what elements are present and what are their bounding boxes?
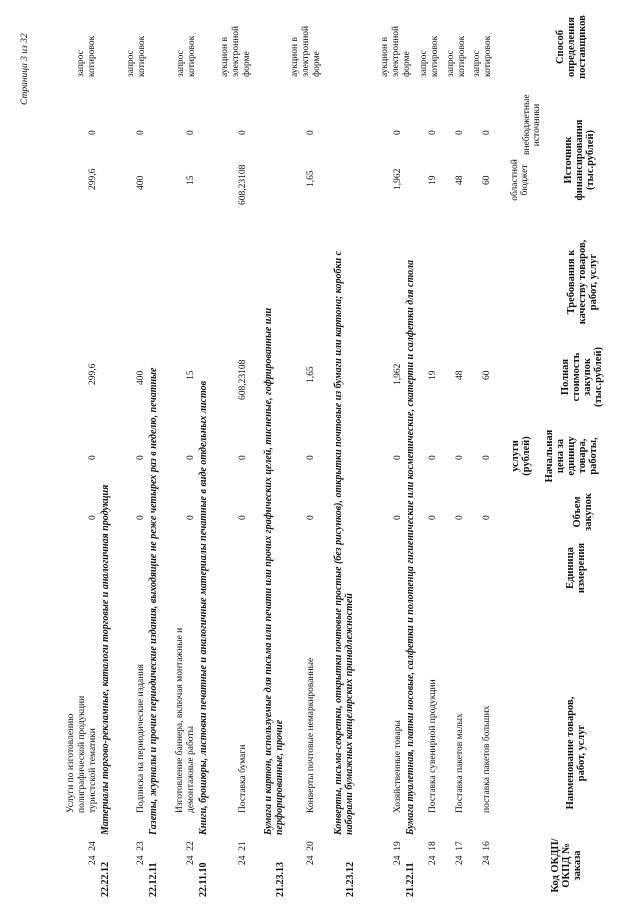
row-18-full: 19	[428, 370, 438, 380]
header-price: Начальная цена за единицу товара, работы,	[544, 429, 599, 483]
row-24-price: 0	[88, 455, 98, 460]
row-22-full: 15	[186, 370, 196, 380]
row-16-volume: 0	[482, 515, 492, 520]
row-23-method: запрос котировок	[126, 35, 147, 77]
row-20-extra: 0	[306, 130, 316, 135]
row-22-budget: 15	[186, 175, 196, 185]
row-17-budget: 48	[455, 175, 465, 185]
row-21-code: 24 21	[238, 841, 248, 865]
row-20-budget: 1,65	[306, 170, 316, 187]
header-extra: внебюджетные источники	[522, 94, 542, 155]
row-19-full: 1,962	[393, 363, 403, 385]
row-16-method: запрос котировок	[472, 35, 493, 77]
row-19-price: 0	[393, 455, 403, 460]
row-21-extra: 0	[238, 130, 248, 135]
group-6-title: Материалы торгово-рекламные, каталоги торговые и аналогичная продукция	[100, 484, 111, 835]
group-5-code: 22.12.11	[148, 862, 159, 897]
row-23-name: Подписка на периодические издания	[136, 664, 146, 813]
row-19-name: Хозяйственные товары	[393, 720, 403, 813]
row-21-volume: 0	[238, 515, 248, 520]
header-source: Источник финансирования (тыс.рублей)	[563, 119, 596, 201]
group-3-title: Бумага и картон, используемые для письма или печати или прочих графических целей, тисненые, гофрированные или перфорированные, прочие	[263, 307, 285, 835]
row-20-method: аукцион в электронной форме	[290, 25, 322, 77]
row-23-price: 0	[136, 455, 146, 460]
row-22-code: 24 22	[186, 841, 196, 865]
row-23-full: 400	[136, 370, 146, 385]
row-20-price: 0	[306, 455, 316, 460]
row-18-method: запрос котировок	[419, 35, 440, 77]
row-22-name: Изготовление баннера, включая монтажные и демонтажные работы	[175, 627, 196, 813]
header-price-2: услуги (рублей)	[510, 436, 532, 476]
row-17-code: 24 17	[455, 841, 465, 865]
row-16-full: 60	[482, 370, 492, 380]
header-unit: Единица измерения	[565, 542, 587, 594]
row-22-volume: 0	[186, 515, 196, 520]
row-20-volume: 0	[306, 515, 316, 520]
header-name: Наименование товаров, работ, услуг	[565, 696, 587, 810]
group-3-code: 21.23.13	[275, 862, 286, 897]
row-19-extra: 0	[393, 130, 403, 135]
row-22-extra: 0	[186, 130, 196, 135]
row-17-volume: 0	[455, 515, 465, 520]
row-24-extra: 0	[88, 130, 98, 135]
row-21-method: аукцион в электронной форме	[220, 25, 252, 77]
row-24-code: 24 24	[88, 841, 98, 865]
row-23-volume: 0	[136, 515, 146, 520]
header-budget: областной бюджет	[510, 159, 530, 201]
row-21-price: 0	[238, 455, 248, 460]
group-5-title: Газеты, журналы и прочие периодические издания, выходящие не реже четырех раз в неделю, печатные	[148, 367, 159, 835]
group-2-title: Конверты, письма-секретки, открытки почтовые простые (без рисунков), открытки почтовые из бумаги или картона; коробки с наборами бумажных канцелярских принадлежностей	[333, 250, 355, 835]
row-23-budget: 400	[136, 175, 146, 190]
header-requirements: Требования к качеству товаров, работ, услуг	[566, 239, 599, 325]
group-1-title: Бумага туалетная, платки носовые, салфетки и полотенца гигиенические или косметические, скатерти и салфетки для стола	[405, 260, 416, 835]
row-24-name: Услуги по изготовлению полиграфической продукции туристской тематики	[66, 695, 98, 813]
header-code: Код ОКДП/ ОКПД № заказа	[550, 838, 583, 893]
row-24-full: 299,6	[88, 363, 98, 385]
group-1-code: 21.22.11	[405, 862, 416, 897]
row-20-full: 1,65	[306, 366, 316, 383]
row-24-method: запрос котировок	[76, 35, 97, 77]
group-4-title: Книги, брошюры, листовки печатные и аналогичные материалы печатные в виде отдельных листов	[198, 380, 209, 835]
row-17-full: 48	[455, 370, 465, 380]
row-20-code: 24 20	[306, 841, 316, 865]
row-19-volume: 0	[393, 515, 403, 520]
header-method: Способ определения поставщиков	[555, 15, 588, 79]
row-18-price: 0	[428, 455, 438, 460]
row-18-budget: 19	[428, 175, 438, 185]
row-16-name: поставка пакетов больших	[482, 705, 492, 813]
row-17-name: Поставка пакетов малых	[455, 713, 465, 813]
row-18-code: 24 18	[428, 841, 438, 865]
row-21-full: 608,23108	[238, 359, 248, 400]
row-18-extra: 0	[428, 130, 438, 135]
row-20-name: Конверты почтовые немаркированные	[306, 657, 316, 813]
row-18-name: Поставка сувенирной продукции	[428, 679, 438, 813]
row-17-extra: 0	[455, 130, 465, 135]
header-volume: Объем закупок	[572, 493, 594, 531]
row-19-method: аукцион в электронной форме	[380, 25, 412, 77]
row-21-name: Поставка бумаги	[238, 744, 248, 813]
row-23-code: 24 23	[136, 841, 146, 865]
row-19-budget: 1,962	[393, 168, 403, 190]
row-16-extra: 0	[482, 130, 492, 135]
row-16-price: 0	[482, 455, 492, 460]
row-17-method: запрос котировок	[446, 35, 467, 77]
header-full-cost: Полная стоимость закупок (тыс.рублей)	[560, 346, 604, 408]
row-23-extra: 0	[136, 130, 146, 135]
row-21-budget: 608,23108	[238, 164, 248, 205]
row-16-budget: 60	[482, 175, 492, 185]
row-18-volume: 0	[428, 515, 438, 520]
group-2-code: 21.23.12	[345, 862, 356, 897]
row-16-code: 24 16	[482, 841, 492, 865]
page-number: Страница 3 из 32	[20, 33, 30, 105]
row-24-volume: 0	[88, 515, 98, 520]
row-22-method: запрос котировок	[176, 35, 197, 77]
group-6-code: 22.22.12	[100, 862, 111, 897]
group-4-code: 22.11.10	[198, 862, 209, 897]
row-19-code: 24 19	[393, 841, 403, 865]
row-22-price: 0	[186, 455, 196, 460]
row-24-budget: 299,6	[88, 168, 98, 190]
row-17-price: 0	[455, 455, 465, 460]
